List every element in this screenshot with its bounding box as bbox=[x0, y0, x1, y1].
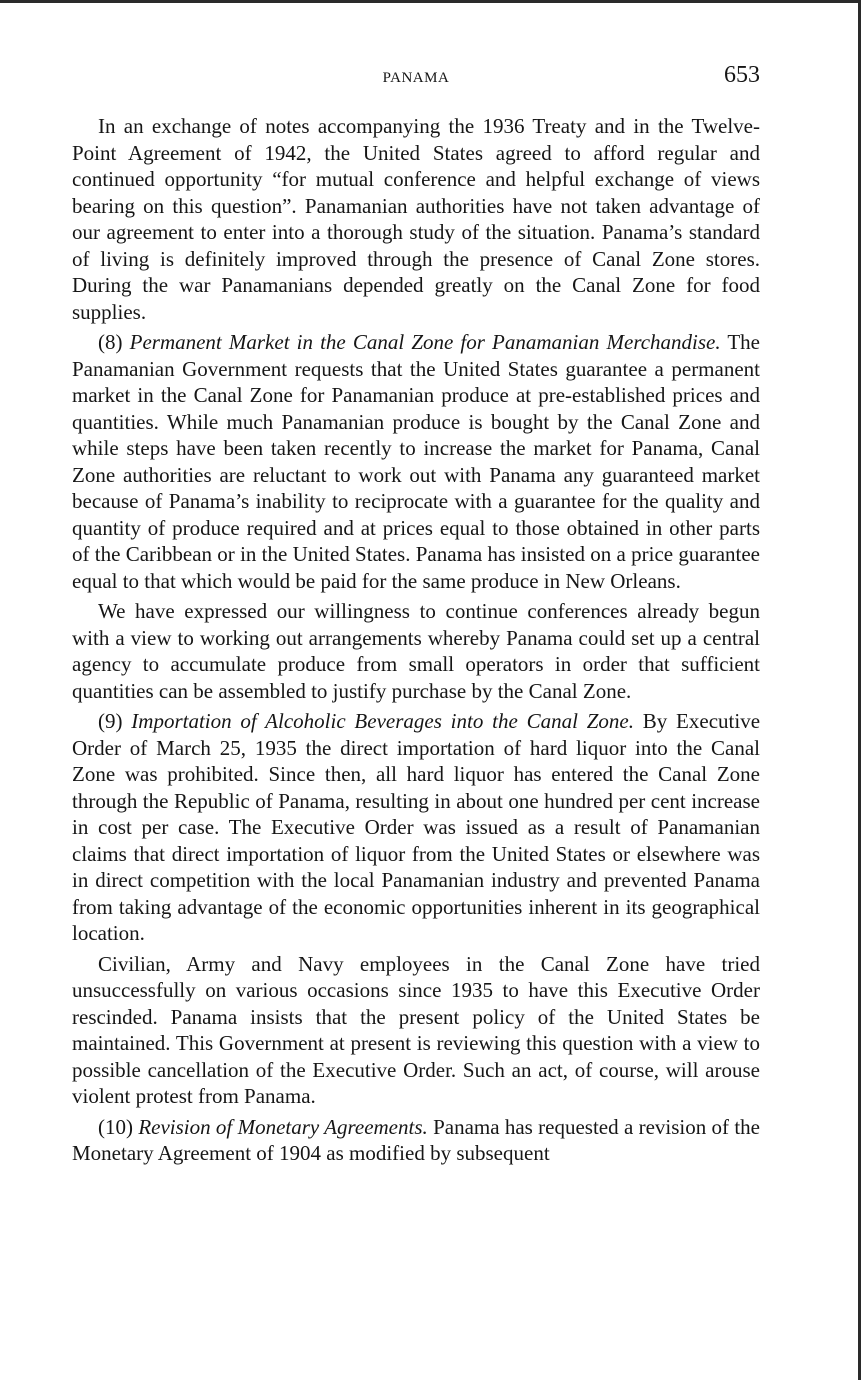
paragraph-text: Panama has requested a revision of the Monetary Agreement of 1904 as modified by subsequent bbox=[72, 1114, 761, 1165]
paragraph-text: Civilian, Army and Navy employees in the Canal Zone have tried unsuccessfully on various occasions since 1935 to have this Executive Order rescinded. Panama insists that the present policy of the United States be maintained. This Government at present is reviewing this question with a view to possible cancellation of the Executive Order. Such an act, of course, will arouse violent protest from Panama. bbox=[72, 951, 760, 1108]
paragraph-section-10 bbox=[72, 1114, 760, 1167]
running-head: PANAMA bbox=[382, 70, 450, 86]
paragraph-text: By Executive Order of March 25, 1935 the direct importation of hard liquor into the Canal Zone was prohibited. Since then, all hard liquor has entered the Canal Zone through the Republic of Panama, resulting in about one hundred per cent increase in cost per case. The Executive Order was issued as a result of Panamanian claims that direct importation of liquor from the United States or elsewhere was in direct competition with the local Panamanian industry and prevented Panama from taking advantage of the economic opportunities inherent in its geographical location. bbox=[72, 709, 761, 945]
section-heading: Permanent Market in the Canal Zone for Panamanian Merchandise. bbox=[129, 330, 721, 354]
top-page-edge bbox=[0, 0, 861, 3]
page-number: 653 bbox=[724, 62, 760, 88]
section-number: (9) bbox=[98, 709, 123, 733]
paragraph-text: We have expressed our willingness to continue conferences already begun with a view to working out arrangements whereby Panama could set up a central agency to accumulate produce from small operators in order that sufficient quantities can be assembled to justify purchase by the Canal Zone. bbox=[72, 599, 760, 703]
section-number: (8) bbox=[98, 330, 123, 354]
paragraph-section-8 bbox=[72, 329, 760, 594]
paragraph-text: The Panamanian Government requests that the United States guarantee a permanent market in the Canal Zone for Panamanian produce at pre-established prices and quantities. While much Panamanian produce is bought by the Canal Zone and while steps have been taken recently to increase the market for Panama, Canal Zone authorities are reluctant to work out with Panama any guaranteed market because of Panama’s inability to reciprocate with a guarantee for the quality and quantity of produce required and at prices equal to those obtained in other parts of the Caribbean or in the United States. Panama has insisted on a price guarantee equal to that which would be paid for the same produce in New Orleans. bbox=[72, 330, 761, 593]
paragraph-section-9 bbox=[72, 708, 760, 947]
paragraph-section-8-continued bbox=[72, 598, 760, 704]
paragraph-section-9-continued bbox=[72, 951, 760, 1110]
section-heading: Importation of Alcoholic Beverages into the Canal Zone. bbox=[131, 709, 634, 733]
paragraph-text: In an exchange of notes accompanying the 1936 Treaty and in the Twelve-Point Agreement of 1942, the United States agreed to afford regular and continued opportunity “for mutual conference and helpful exchange of views bearing on this question”. Panamanian authorities have not taken advantage of our agreement to enter into a thorough study of the situation. Panama’s standard of living is definitely improved through the presence of Canal Zone stores. During the war Panamanians depended greatly on the Canal Zone for food supplies. bbox=[72, 114, 760, 324]
section-number: (10) bbox=[98, 1114, 133, 1139]
page-body bbox=[72, 113, 760, 1171]
paragraph-intro bbox=[72, 113, 760, 325]
section-heading: Revision of Monetary Agreements. bbox=[138, 1114, 428, 1139]
page-header bbox=[72, 62, 760, 96]
